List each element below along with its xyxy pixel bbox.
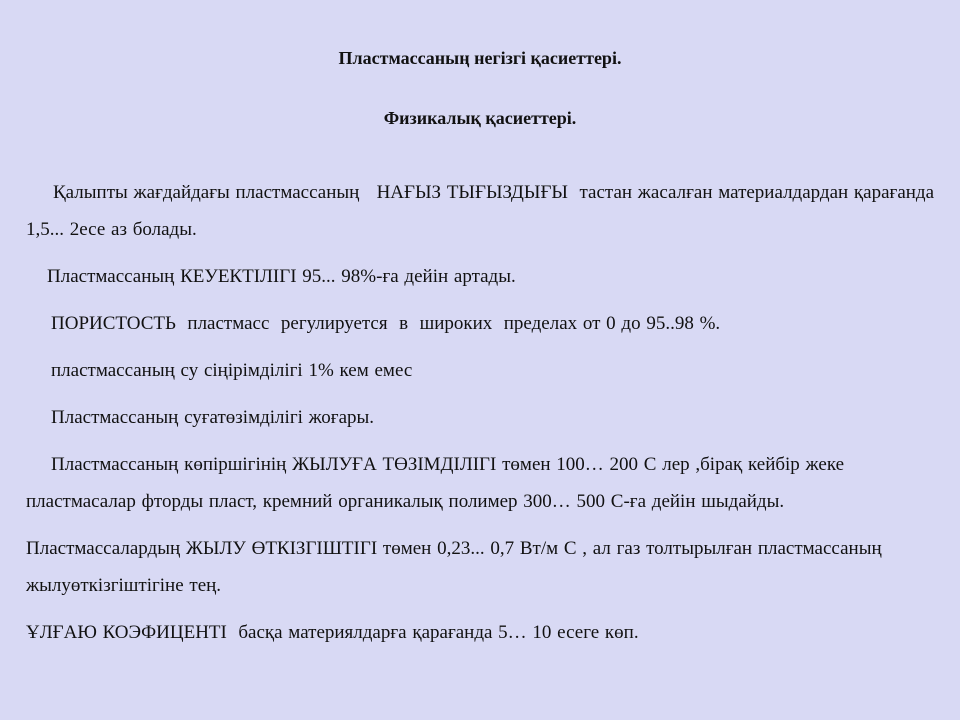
paragraph-porosity: Пластмассаның КЕУЕКТІЛІГІ 95... 98%-ға дейін артады. (47, 266, 516, 287)
paragraph-thermal-conductivity: Пластмассалардың ЖЫЛУ ӨТКІЗГІШТІГІ төмен 0,23... 0,7 Вт/м С , ал газ толтырылған пластмассаның жылуөткізгіштігіне тең. (26, 538, 882, 596)
slide-title: Пластмассаның негізгі қасиеттері. (338, 48, 622, 68)
paragraph-density: Қалыпты жағдайдағы пластмассаның НАҒЫЗ ТЫҒЫЗДЫҒЫ тастан жасалған материалдардан қарағанда 1,5... 2есе аз болады. (26, 182, 940, 240)
paragraph-water-resistance: Пластмассаның суғатөзімділігі жоғары. (51, 407, 375, 428)
slide-body (26, 174, 940, 661)
paragraph-expansion-coefficient: ҰЛҒАЮ КОЭФИЦЕНТІ басқа материялдарға қарағанда 5… 10 есеге көп. (26, 622, 639, 643)
paragraph-porosity-range: ПОРИСТОСТЬ пластмасс регулируется в широких пределах от 0 до 95..98 %. (51, 313, 721, 334)
slide-subtitle: Физикалық қасиеттері. (383, 108, 577, 128)
paragraph-heat-resistance: Пластмассаның көпіршігінің ЖЫЛУҒА ТӨЗІМДІЛІГІ төмен 100… 200 С лер ,бірақ кейбір жеке пластмасалар фторды пласт, кремний органикалық полимер 300… 500 С-ға дейін шыдайды. (26, 454, 845, 512)
paragraph-water-absorption: пластмассаның су сіңірімділігі 1% кем емес (51, 360, 413, 381)
